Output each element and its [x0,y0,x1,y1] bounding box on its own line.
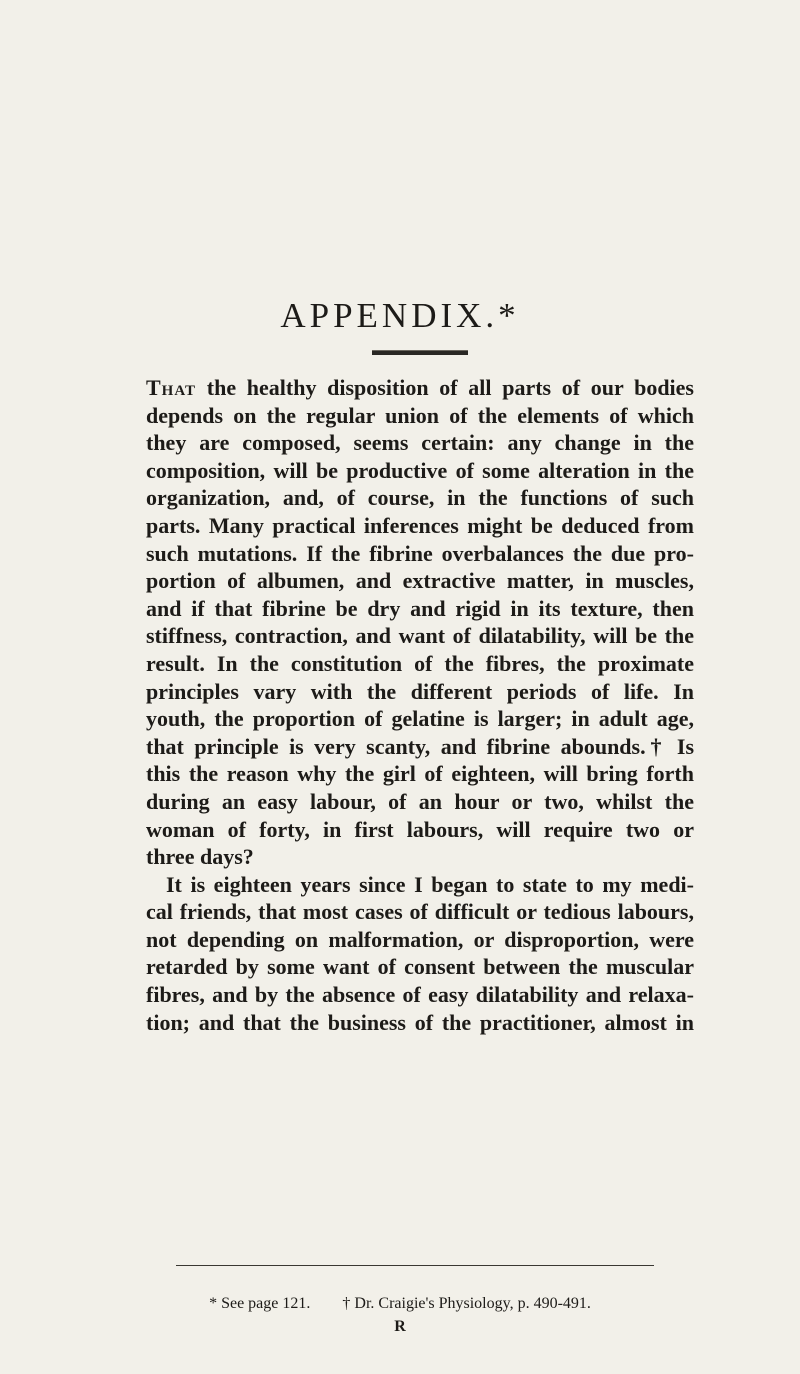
footnote-2: † Dr. Craigie's Physiology, p. 490-491. [342,1295,591,1312]
text-line: such mutations. If the fibrine overbalances the due pro- [146,540,694,566]
text-line: portion of albumen, and extractive matter, in muscles, [146,568,694,594]
lead-word: That [146,375,197,400]
body-text [146,374,694,1036]
text-line: during an easy labour, of an hour or two, whilst the [146,788,694,814]
text-line: woman of forty, in first labours, will require two or [146,816,694,842]
text-line: three days? [146,844,254,870]
text-line: principles vary with the different periods of life. In [146,678,694,704]
text-line: youth, the proportion of gelatine is larger; in adult age, [146,706,694,732]
text-line: they are composed, seems certain: any change in the [146,430,694,456]
text-line: parts. Many practical inferences might be deduced from [146,512,694,538]
footnote-rule [176,1265,654,1266]
text-line: stiffness, contraction, and want of dilatability, will be the [146,623,694,649]
text-line: that principle is very scanty, and fibrine abounds.† Is [146,733,694,759]
text-line: That the healthy disposition of all parts of our bodies [146,375,694,400]
text-line: It is eighteen years since I began to state to my medi- [166,871,694,897]
text-line: composition, will be productive of some alteration in the [146,457,694,483]
text-line: not depending on malformation, or disproportion, were [146,926,694,952]
footnote-1: * See page 121. [209,1295,311,1312]
page-title: APPENDIX.* [280,296,520,335]
text-line: organization, and, of course, in the functions of such [146,485,694,511]
footnotes [0,1295,800,1313]
text-line: result. In the constitution of the fibres, the proximate [146,650,694,676]
signature-mark: R [394,1318,406,1335]
text-line: depends on the regular union of the elements of which [146,402,694,428]
text-line: and if that fibrine be dry and rigid in its texture, then [146,595,694,621]
text-line: this the reason why the girl of eighteen, will bring forth [146,761,694,787]
text-line: cal friends, that most cases of difficult or tedious labours, [146,899,694,925]
text-line: tion; and that the business of the practitioner, almost in [146,1009,694,1035]
text-line: retarded by some want of consent between the muscular [146,954,694,980]
title-rule [372,350,468,355]
text-line: fibres, and by the absence of easy dilatability and relaxa- [146,982,694,1008]
